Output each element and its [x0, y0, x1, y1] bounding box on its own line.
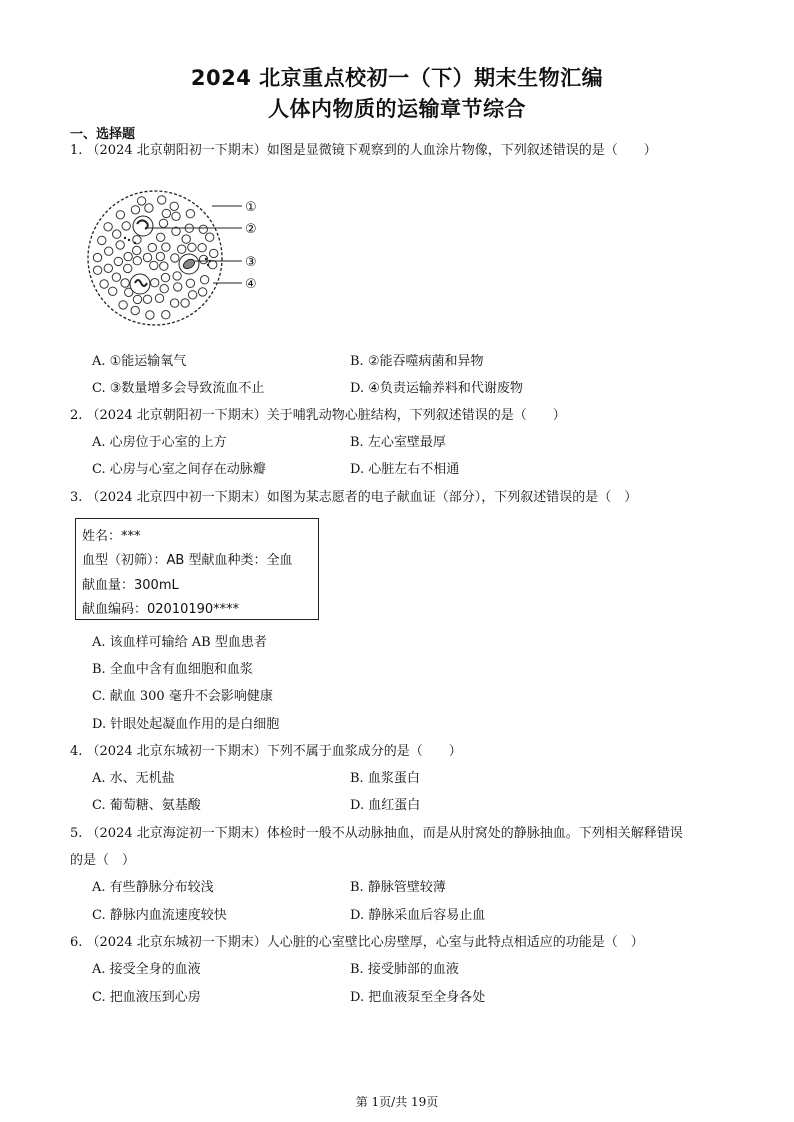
red-blood-cell — [160, 262, 168, 270]
q4-option-b[interactable]: B. 血浆蛋白 — [350, 771, 420, 786]
red-blood-cell — [206, 233, 214, 241]
red-blood-cell — [100, 280, 108, 288]
red-blood-cell — [131, 306, 139, 314]
q4-option-a[interactable]: A. 水、无机盐 — [92, 771, 175, 786]
red-blood-cell — [148, 243, 156, 251]
blood-smear-figure — [85, 183, 275, 333]
q4-option-d[interactable]: D. 血红蛋白 — [350, 798, 421, 813]
q3-option-a[interactable]: A. 该血样可输给 AB 型血患者 — [92, 635, 267, 650]
red-blood-cell — [172, 212, 180, 220]
red-blood-cell — [199, 225, 207, 233]
q6-option-a[interactable]: A. 接受全身的血液 — [92, 962, 201, 977]
red-blood-cell — [151, 279, 159, 287]
q3-option-d[interactable]: D. 针眼处起凝血作用的是白细胞 — [92, 717, 280, 732]
q1-option-d[interactable]: D. ④负责运输养料和代谢废物 — [350, 381, 523, 396]
red-blood-cell — [186, 279, 194, 287]
red-blood-cell — [109, 287, 117, 295]
red-blood-cell — [114, 257, 122, 265]
red-blood-cell — [146, 311, 154, 319]
red-blood-cell — [158, 196, 166, 204]
red-blood-cell — [137, 197, 145, 205]
red-blood-cell — [133, 257, 141, 265]
red-blood-cell — [116, 211, 124, 219]
red-blood-cell — [150, 261, 158, 269]
red-blood-cell — [198, 288, 206, 296]
q5-option-c[interactable]: C. 静脉内血流速度较快 — [92, 908, 227, 923]
red-blood-cell — [143, 253, 151, 261]
red-blood-cell — [112, 273, 120, 281]
red-blood-cell — [105, 247, 113, 255]
q5-option-a[interactable]: A. 有些静脉分布较浅 — [92, 880, 214, 895]
red-blood-cell — [98, 236, 106, 244]
label-1: ① — [245, 200, 257, 215]
q6-option-d[interactable]: D. 把血液泵至全身各处 — [350, 990, 486, 1005]
question-4: 4. （2024 北京东城初一下期末）下列不属于血浆成分的是（ ） — [70, 744, 462, 759]
question-1: 1. （2024 北京朝阳初一下期末）如图是显微镜下观察到的人血涂片物像，下列叙述错误的是（ ） — [70, 143, 657, 158]
card-code: 献血编码：02010190**** — [82, 602, 240, 617]
q2-option-b[interactable]: B. 左心室壁最厚 — [350, 435, 446, 450]
red-blood-cell — [156, 252, 164, 260]
red-blood-cell — [104, 223, 112, 231]
red-blood-cell — [162, 243, 170, 251]
section-heading: 一、选择题 — [70, 127, 136, 142]
red-blood-cell — [145, 204, 153, 212]
blood-donation-card — [75, 518, 319, 620]
red-blood-cell — [188, 291, 196, 299]
red-blood-cell — [174, 283, 182, 291]
label-3: ③ — [245, 255, 257, 270]
red-blood-cell — [170, 202, 178, 210]
q1-option-a[interactable]: A. ①能运输氧气 — [92, 354, 187, 369]
label-2: ② — [245, 222, 257, 237]
card-volume: 献血量：300mL — [82, 578, 179, 593]
red-blood-cell — [116, 241, 124, 249]
q4-option-c[interactable]: C. 葡萄糖、氨基酸 — [92, 798, 201, 813]
red-blood-cell — [124, 252, 132, 260]
question-2: 2. （2024 北京朝阳初一下期末）关于哺乳动物心脏结构，下列叙述错误的是（ ） — [70, 408, 566, 423]
red-blood-cell — [122, 222, 130, 230]
red-blood-cell — [119, 301, 127, 309]
document-subtitle: 人体内物质的运输章节综合 — [268, 97, 526, 121]
q2-option-c[interactable]: C. 心房与心室之间存在动脉瓣 — [92, 462, 266, 477]
q5-option-b[interactable]: B. 静脉管壁较薄 — [350, 880, 446, 895]
red-blood-cell — [160, 285, 168, 293]
red-blood-cell — [210, 249, 218, 257]
question-5: 5. （2024 北京海淀初一下期末）体检时一般不从动脉抽血，而是从肘窝处的静脉抽血。下列相关解释错误 — [70, 826, 683, 841]
red-blood-cell — [200, 276, 208, 284]
q3-option-b[interactable]: B. 全血中含有血细胞和血浆 — [92, 662, 253, 677]
red-blood-cell — [143, 295, 151, 303]
q2-option-a[interactable]: A. 心房位于心室的上方 — [92, 435, 227, 450]
red-blood-cell — [162, 209, 170, 217]
document-title: 2024 北京重点校初一（下）期末生物汇编 — [190, 66, 604, 90]
q2-option-d[interactable]: D. 心脏左右不相通 — [350, 462, 460, 477]
red-blood-cell — [178, 245, 186, 253]
q1-option-b[interactable]: B. ②能吞噬病菌和异物 — [350, 354, 484, 369]
q6-option-b[interactable]: B. 接受肺部的血液 — [350, 962, 459, 977]
red-blood-cell — [133, 295, 141, 303]
red-blood-cell — [182, 235, 190, 243]
red-blood-cell — [131, 206, 139, 214]
red-blood-cell — [157, 233, 165, 241]
red-blood-cell — [173, 272, 181, 280]
q3-option-c[interactable]: C. 献血 300 毫升不会影响健康 — [92, 689, 273, 704]
red-blood-cell — [93, 266, 101, 274]
red-blood-cell — [121, 279, 129, 287]
red-blood-cell — [159, 219, 167, 227]
red-blood-cell — [133, 246, 141, 254]
card-blood-type: 血型（初筛）：AB 型献血种类：全血 — [82, 553, 293, 568]
question-6: 6. （2024 北京东城初一下期末）人心脏的心室壁比心房壁厚，心室与此特点相适应的功能是（ ） — [70, 935, 644, 950]
red-blood-cell — [124, 264, 132, 272]
red-blood-cell — [113, 230, 121, 238]
q1-option-c[interactable]: C. ③数量增多会导致流血不止 — [92, 381, 265, 396]
red-blood-cell — [188, 243, 196, 251]
red-blood-cell — [186, 210, 194, 218]
red-blood-cell — [170, 299, 178, 307]
red-blood-cell — [171, 254, 179, 262]
red-blood-cell — [161, 273, 169, 281]
red-blood-cell — [93, 253, 101, 261]
red-blood-cell — [162, 311, 170, 319]
q6-option-c[interactable]: C. 把血液压到心房 — [92, 990, 201, 1005]
question-3: 3. （2024 北京四中初一下期末）如图为某志愿者的电子献血证（部分），下列叙述错误的是（ ） — [70, 490, 638, 505]
q5-option-d[interactable]: D. 静脉采血后容易止血 — [350, 908, 486, 923]
red-blood-cell — [104, 264, 112, 272]
red-blood-cell — [198, 244, 206, 252]
label-4: ④ — [245, 277, 257, 292]
red-blood-cell — [181, 299, 189, 307]
page-footer: 第 1页/共 19页 — [355, 1095, 439, 1109]
red-blood-cell — [155, 294, 163, 302]
card-name: 姓名：*** — [82, 529, 141, 544]
question-5-cont: 的是（ ） — [70, 853, 136, 868]
